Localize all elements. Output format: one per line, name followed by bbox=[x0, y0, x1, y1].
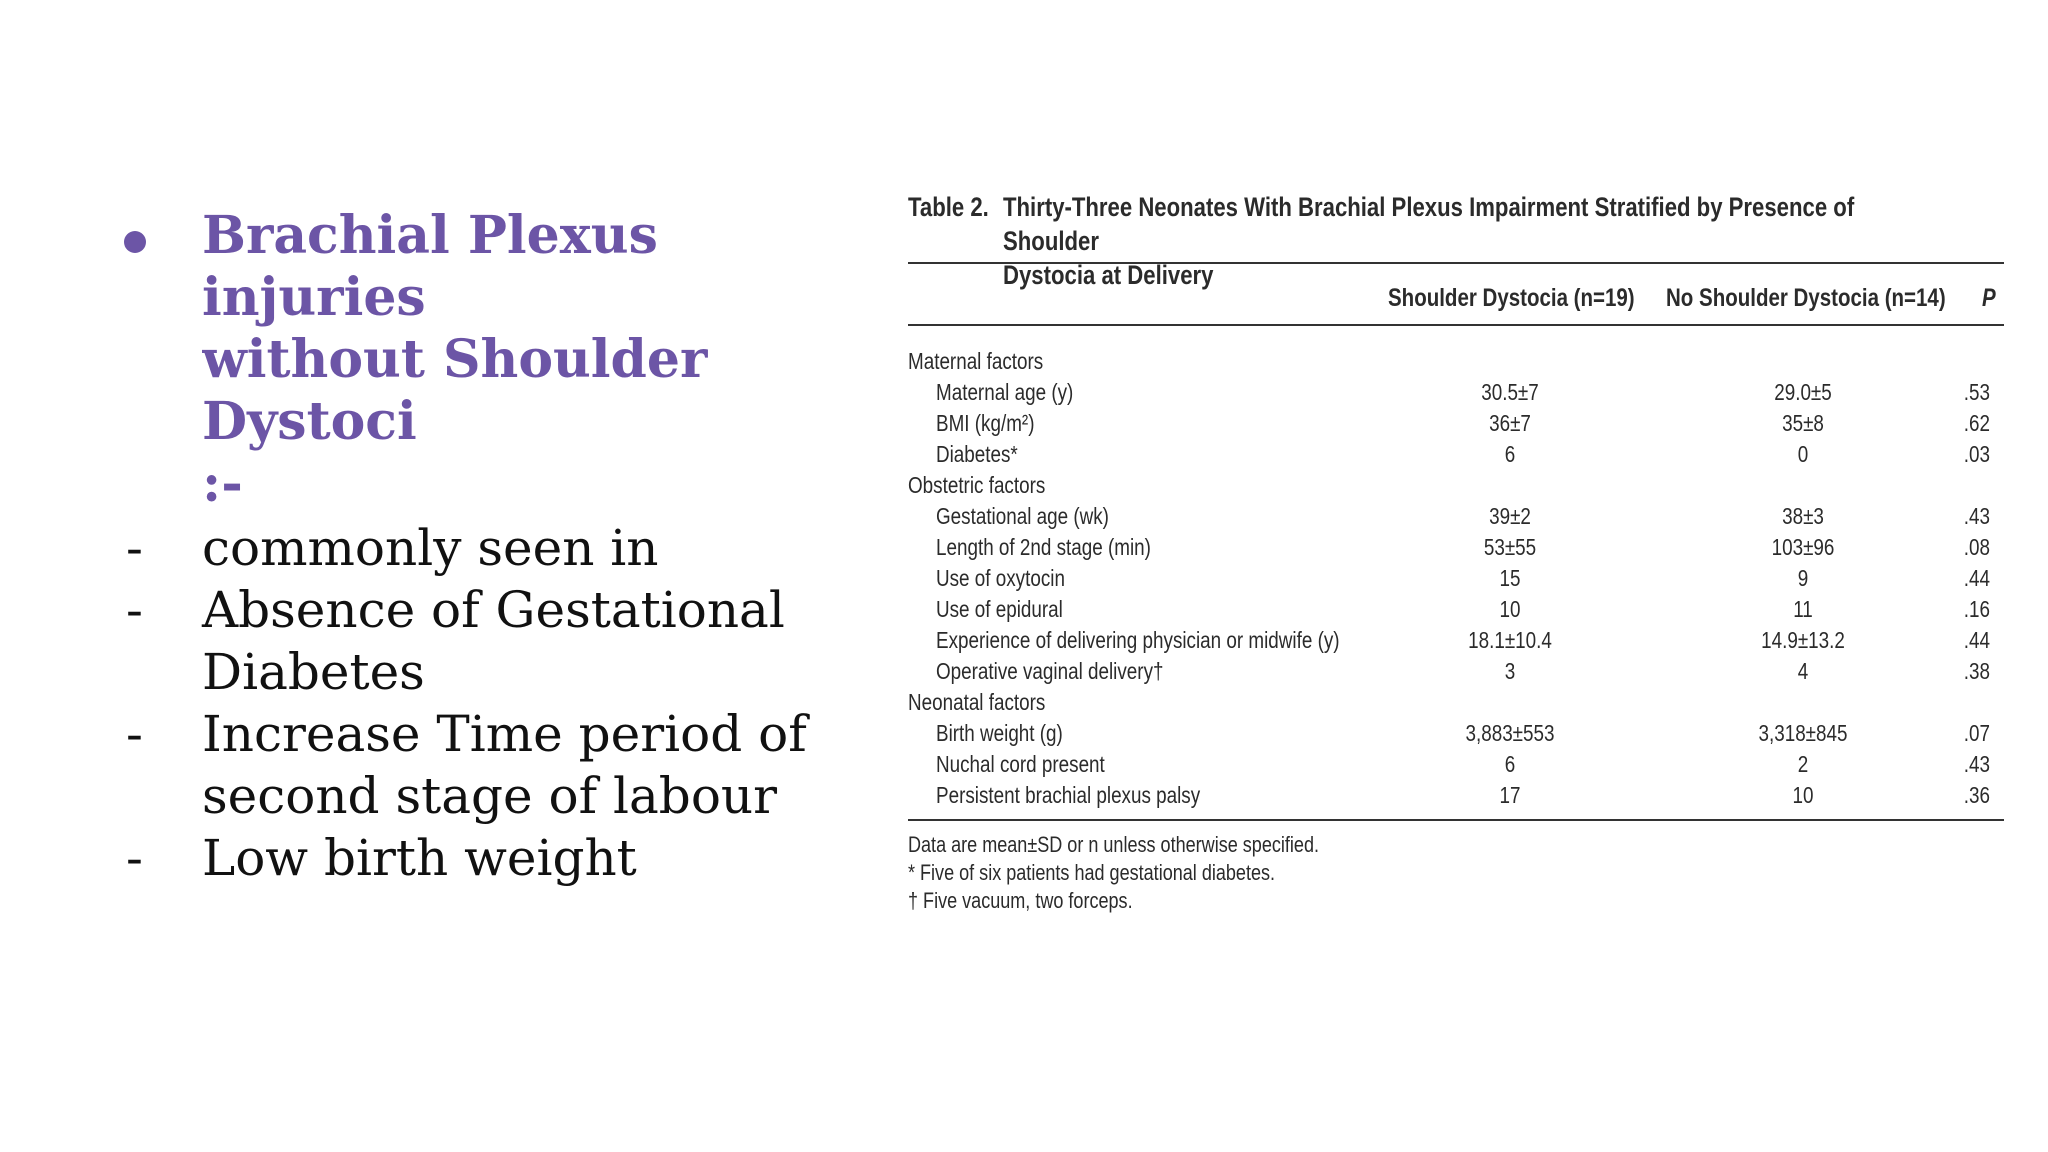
table-row bbox=[908, 625, 2004, 656]
table-row bbox=[908, 780, 2004, 811]
table-row bbox=[908, 656, 2004, 687]
table-section-row bbox=[908, 346, 2004, 377]
table-row bbox=[908, 501, 2004, 532]
table-title: Thirty-Three Neonates With Brachial Plexus Impairment Stratified by Presence of Shoulder Dystocia at Delivery bbox=[1003, 192, 1855, 290]
p-value-cell-value: .36 bbox=[1963, 782, 1990, 808]
no-shoulder-dystocia-cell-value: 0 bbox=[1797, 441, 1809, 467]
no-shoulder-dystocia-cell-value: 29.0±5 bbox=[1774, 379, 1832, 405]
list-item-text: Absence of Gestational Diabetes bbox=[202, 581, 785, 701]
shoulder-dystocia-cell-value: 18.1±10.4 bbox=[1468, 627, 1552, 653]
no-shoulder-dystocia-cell-value: 10 bbox=[1792, 782, 1814, 808]
table-row bbox=[908, 563, 2004, 594]
bullet-icon bbox=[124, 231, 146, 253]
table-caption bbox=[908, 190, 2004, 290]
text-panel bbox=[124, 205, 884, 889]
dash-icon: - bbox=[126, 705, 143, 763]
row-label: Length of 2nd stage (min) bbox=[936, 534, 1151, 560]
dash-icon: - bbox=[126, 581, 143, 639]
row-label: Diabetes* bbox=[936, 441, 1018, 467]
table-body bbox=[908, 346, 2004, 811]
row-label: Use of epidural bbox=[936, 596, 1063, 622]
p-value-cell-value: .53 bbox=[1963, 379, 1990, 405]
section-label: Obstetric factors bbox=[908, 472, 1046, 498]
table-footnotes bbox=[908, 831, 2004, 915]
no-shoulder-dystocia-cell-value: 103±96 bbox=[1771, 534, 1835, 560]
shoulder-dystocia-cell-value: 6 bbox=[1504, 441, 1516, 467]
no-shoulder-dystocia-cell-value: 35±8 bbox=[1782, 410, 1824, 436]
dash-icon: - bbox=[126, 519, 143, 577]
table-row bbox=[908, 439, 2004, 470]
table-row bbox=[908, 594, 2004, 625]
table-row bbox=[908, 377, 2004, 408]
list-item-text: Low birth weight bbox=[202, 829, 637, 887]
list-item-text: commonly seen in bbox=[202, 519, 659, 577]
shoulder-dystocia-cell-value: 39±2 bbox=[1489, 503, 1531, 529]
no-shoulder-dystocia-cell-value: 2 bbox=[1797, 751, 1809, 777]
table-row bbox=[908, 718, 2004, 749]
p-value-cell-value: .43 bbox=[1963, 751, 1990, 777]
row-label: Maternal age (y) bbox=[936, 379, 1074, 405]
p-value-cell-value: .16 bbox=[1963, 596, 1990, 622]
list-item bbox=[124, 517, 884, 579]
table-header-rule bbox=[908, 324, 2004, 326]
shoulder-dystocia-cell-value: 10 bbox=[1499, 596, 1521, 622]
footnote: Data are mean±SD or n unless otherwise specified. bbox=[908, 832, 1319, 857]
shoulder-dystocia-cell-value: 15 bbox=[1499, 565, 1521, 591]
table-row bbox=[908, 532, 2004, 563]
no-shoulder-dystocia-cell-value: 9 bbox=[1797, 565, 1809, 591]
table-section-row bbox=[908, 687, 2004, 718]
shoulder-dystocia-cell-value: 6 bbox=[1504, 751, 1516, 777]
dash-list bbox=[124, 517, 884, 889]
no-shoulder-dystocia-cell-value: 38±3 bbox=[1782, 503, 1824, 529]
row-label: Nuchal cord present bbox=[936, 751, 1105, 777]
p-value-cell-value: .44 bbox=[1963, 627, 1990, 653]
no-shoulder-dystocia-cell-value: 4 bbox=[1797, 658, 1809, 684]
footnote: † Five vacuum, two forceps. bbox=[908, 888, 1133, 913]
row-label: Use of oxytocin bbox=[936, 565, 1065, 591]
list-item bbox=[124, 703, 884, 827]
shoulder-dystocia-cell-value: 17 bbox=[1499, 782, 1521, 808]
table-header-row bbox=[908, 264, 2004, 324]
table-bottom-rule bbox=[908, 819, 2004, 821]
shoulder-dystocia-cell-value: 36±7 bbox=[1489, 410, 1531, 436]
shoulder-dystocia-cell-value: 3,883±553 bbox=[1465, 720, 1555, 746]
p-value-cell-value: .38 bbox=[1963, 658, 1990, 684]
row-label: Experience of delivering physician or midwife (y) bbox=[936, 627, 1340, 653]
shoulder-dystocia-cell-value: 30.5±7 bbox=[1481, 379, 1539, 405]
table-row bbox=[908, 408, 2004, 439]
dash-icon: - bbox=[126, 829, 143, 887]
p-value-cell-value: .07 bbox=[1963, 720, 1990, 746]
shoulder-dystocia-cell-value: 3 bbox=[1504, 658, 1516, 684]
p-value-cell-value: .62 bbox=[1963, 410, 1990, 436]
row-label: Operative vaginal delivery† bbox=[936, 658, 1164, 684]
section-label: Neonatal factors bbox=[908, 689, 1046, 715]
bullet-heading-row bbox=[124, 205, 884, 515]
table-row bbox=[908, 749, 2004, 780]
slide-heading: Brachial Plexus injuries without Shoulder Dystoci :- bbox=[202, 205, 708, 514]
header-p-value: P bbox=[1982, 284, 1996, 312]
table-figure bbox=[908, 190, 2004, 915]
section-label: Maternal factors bbox=[908, 348, 1044, 374]
row-label: Gestational age (wk) bbox=[936, 503, 1109, 529]
p-value-cell-value: .08 bbox=[1963, 534, 1990, 560]
no-shoulder-dystocia-cell-value: 14.9±13.2 bbox=[1761, 627, 1845, 653]
table-number: Table 2. bbox=[908, 192, 989, 222]
table-section-row bbox=[908, 470, 2004, 501]
list-item bbox=[124, 579, 884, 703]
no-shoulder-dystocia-cell-value: 11 bbox=[1793, 596, 1813, 622]
p-value-cell-value: .43 bbox=[1963, 503, 1990, 529]
header-shoulder-dystocia: Shoulder Dystocia (n=19) bbox=[1388, 284, 1635, 312]
list-item-text: Increase Time period of second stage of labour bbox=[202, 705, 807, 825]
no-shoulder-dystocia-cell-value: 3,318±845 bbox=[1758, 720, 1848, 746]
shoulder-dystocia-cell-value: 53±55 bbox=[1483, 534, 1537, 560]
header-no-shoulder-dystocia: No Shoulder Dystocia (n=14) bbox=[1666, 284, 1946, 312]
p-value-cell-value: .03 bbox=[1963, 441, 1990, 467]
list-item bbox=[124, 827, 884, 889]
row-label: Persistent brachial plexus palsy bbox=[936, 782, 1201, 808]
row-label: BMI (kg/m²) bbox=[936, 410, 1035, 436]
row-label: Birth weight (g) bbox=[936, 720, 1063, 746]
footnote: * Five of six patients had gestational diabetes. bbox=[908, 860, 1276, 885]
p-value-cell-value: .44 bbox=[1963, 565, 1990, 591]
